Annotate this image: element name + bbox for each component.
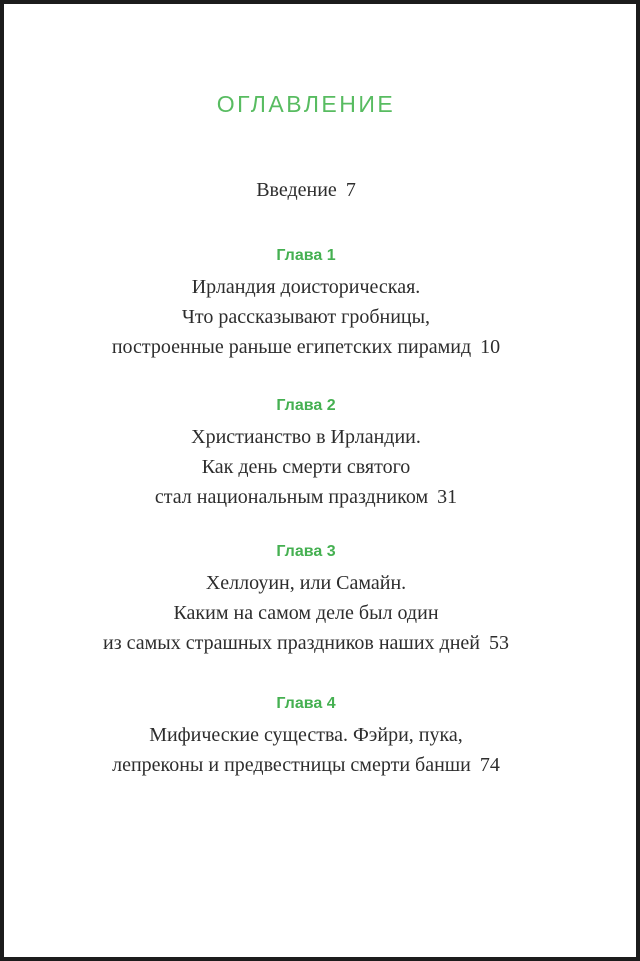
chapter-2-label: Глава 2 <box>276 397 336 414</box>
chapter-2-page-number: 31 <box>437 486 458 508</box>
chapter-3-title-line: Хеллоуин, или Самайн. <box>205 572 407 594</box>
chapter-1-title-line <box>0 332 612 362</box>
chapter-4-title-line <box>0 750 612 780</box>
toc-entry-chapter-4[interactable] <box>0 694 612 780</box>
chapter-2-title-line: Как день смерти святого <box>201 456 411 478</box>
chapter-4-label: Глава 4 <box>276 695 336 712</box>
toc-entry-chapter-3[interactable] <box>0 542 612 658</box>
toc-entry-introduction[interactable] <box>0 176 612 204</box>
chapter-3-title-line: Каким на самом деле был один <box>173 602 439 624</box>
chapter-1-label: Глава 1 <box>276 247 336 264</box>
chapter-1-page-number: 10 <box>480 336 501 358</box>
page-title: ОГЛАВЛЕНИЕ <box>216 91 396 117</box>
toc-entry-chapter-2[interactable] <box>0 396 612 512</box>
chapter-1-title-line: Что рассказывают гробницы, <box>181 306 431 328</box>
chapter-3-label: Глава 3 <box>276 543 336 560</box>
toc-entry-chapter-1[interactable] <box>0 246 612 362</box>
chapter-2-title-line-text: стал национальным праздником <box>154 486 429 508</box>
chapter-1-title-line-text: построенные раньше египетских пирамид <box>111 336 472 358</box>
chapter-4-title-line: Мифические существа. Фэйри, пука, <box>149 724 463 746</box>
chapter-3-page-number: 53 <box>488 632 509 654</box>
chapter-2-title-line <box>0 482 612 512</box>
chapter-3-title-line <box>0 628 612 658</box>
introduction-label: Введение <box>256 179 337 201</box>
chapter-3-title-line-text: из самых страшных праздников наших дней <box>103 632 480 654</box>
chapter-1-title-line: Ирландия доисторическая. <box>191 276 421 298</box>
introduction-page-number: 7 <box>345 179 356 201</box>
chapter-2-title-line: Христианство в Ирландии. <box>191 426 421 448</box>
chapter-4-page-number: 74 <box>479 754 500 776</box>
chapter-4-title-line-text: лепреконы и предвестницы смерти банши <box>112 754 471 776</box>
